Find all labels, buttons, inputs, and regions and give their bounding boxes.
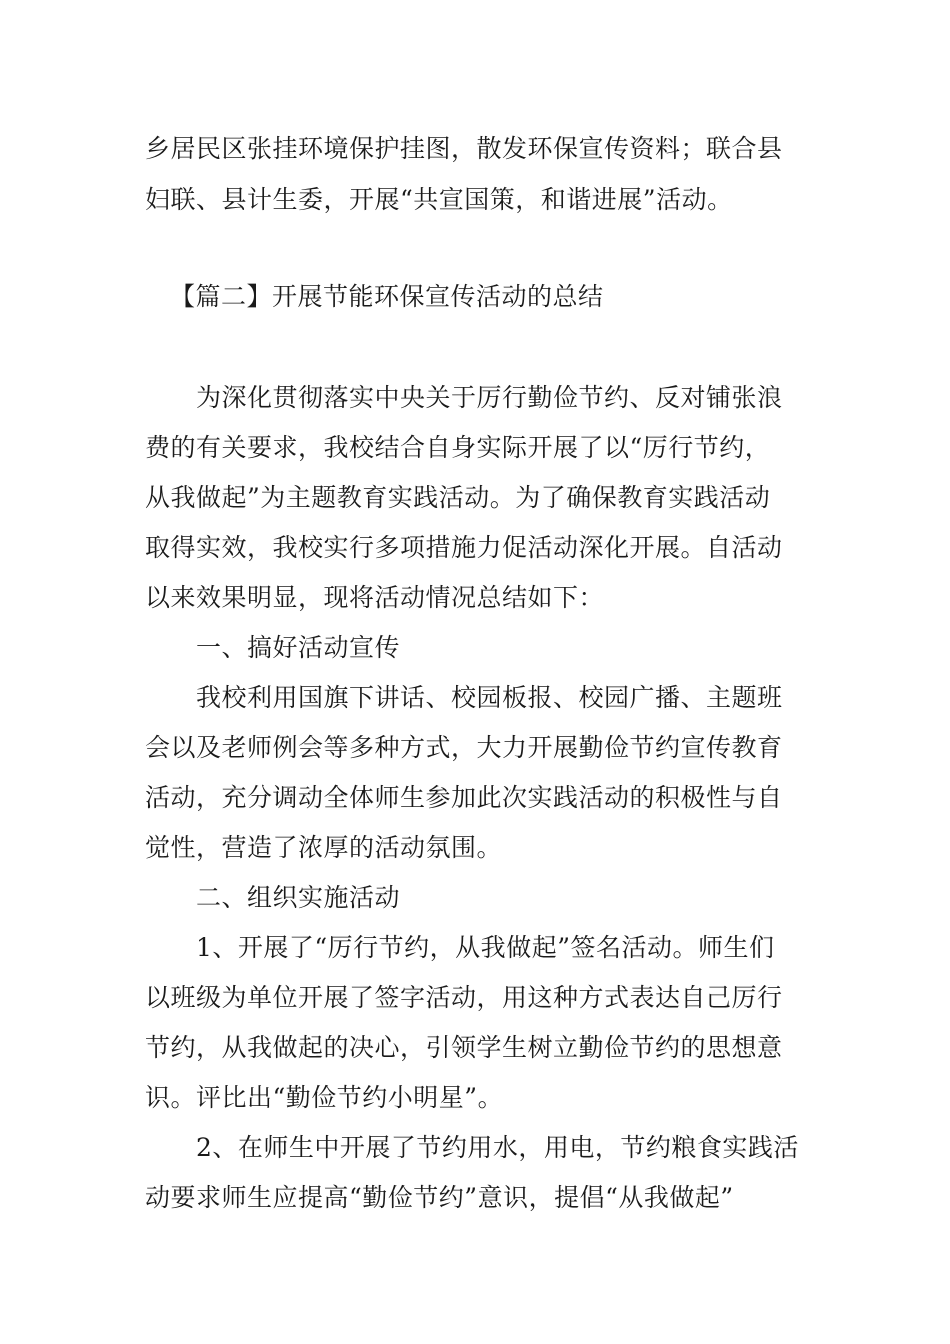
subheading: 一、搞好活动宣传 — [196, 633, 401, 662]
paragraph-line: 节约，从我做起的决心，引领学生树立勤俭节约的思想意 — [145, 1033, 783, 1062]
paragraph-line: 1、开展了“厉行节约，从我做起”签名活动。师生们 — [196, 933, 775, 962]
paragraph-line: 识。评比出“勤俭节约小明星”。 — [145, 1083, 504, 1112]
paragraph-line: 妇联、县计生委，开展“共宣国策，和谐进展”活动。 — [145, 185, 733, 214]
paragraph-line: 取得实效，我校实行多项措施力促活动深化开展。自活动 — [145, 533, 783, 562]
paragraph-line: 为深化贯彻落实中央关于厉行勤俭节约、反对铺张浪 — [196, 383, 783, 412]
paragraph-line: 乡居民区张挂环境保护挂图，散发环保宣传资料；联合县 — [145, 134, 783, 163]
paragraph-line: 以班级为单位开展了签字活动，用这种方式表达自己厉行 — [145, 983, 783, 1012]
paragraph-line: 2、在师生中开展了节约用水，用电，节约粮食实践活 — [196, 1133, 799, 1162]
paragraph-line: 我校利用国旗下讲话、校园板报、校园广播、主题班 — [196, 683, 783, 712]
paragraph-line: 会以及老师例会等多种方式，大力开展勤俭节约宣传教育 — [145, 733, 783, 762]
paragraph-line: 活动，充分调动全体师生参加此次实践活动的积极性与自 — [145, 783, 783, 812]
paragraph-line: 费的有关要求，我校结合自身实际开展了以“厉行节约， — [145, 433, 771, 462]
paragraph-line: 觉性，营造了浓厚的活动氛围。 — [145, 833, 503, 862]
paragraph-line: 以来效果明显，现将活动情况总结如下： — [145, 583, 605, 612]
section-heading: 【篇二】开展节能环保宣传活动的总结 — [170, 282, 604, 311]
paragraph-line: 动要求师生应提高“勤俭节约”意识，提倡“从我做起” — [145, 1183, 734, 1212]
paragraph-line: 从我做起”为主题教育实践活动。为了确保教育实践活动 — [145, 483, 771, 512]
subheading: 二、组织实施活动 — [196, 883, 401, 912]
